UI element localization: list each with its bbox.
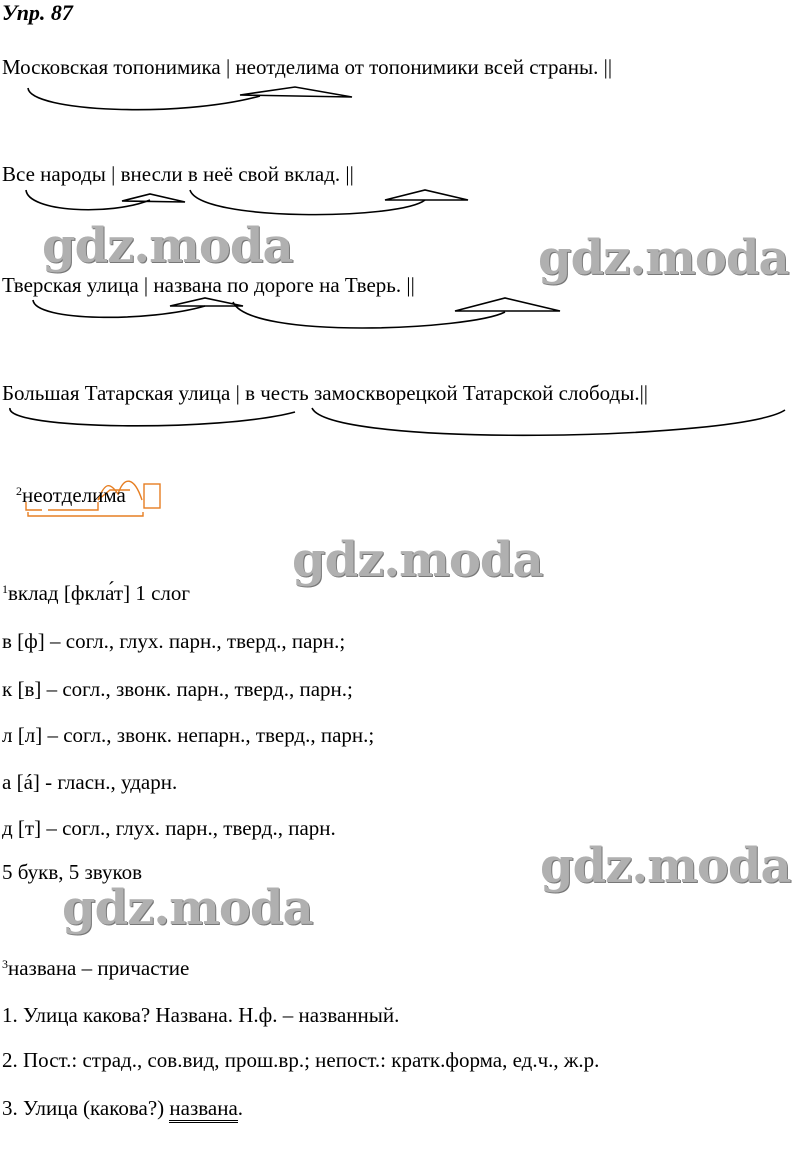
participle-row: 1. Улица какова? Названа. Н.ф. – названный. bbox=[2, 1003, 400, 1027]
participle-row3-prefix: 3. Улица (какова?) bbox=[2, 1096, 170, 1120]
participle-row3-word: названа bbox=[169, 1096, 237, 1123]
participle-row-3 bbox=[2, 1095, 243, 1121]
arrow-s3b bbox=[455, 298, 560, 311]
footnote-marker-3: 3 bbox=[2, 957, 8, 971]
arrow-s2b bbox=[385, 190, 468, 200]
watermark: gdz.moda bbox=[538, 230, 789, 286]
watermark: gdz.moda bbox=[540, 838, 791, 894]
sentence-1: Московская топонимика | неотделима от топонимики всей страны. || bbox=[2, 55, 613, 79]
phonetic-row: к [в] – согл., звонк. парн., тверд., парн.; bbox=[2, 677, 353, 701]
footnote-marker-2: 2 bbox=[16, 484, 22, 498]
ending-box bbox=[144, 484, 160, 508]
arc-s2b bbox=[190, 190, 425, 215]
arc-s3b bbox=[233, 302, 505, 328]
phonetic-row: а [á] - гласн., ударн. bbox=[2, 770, 178, 794]
morpheme-word-line bbox=[16, 482, 126, 508]
participle-row3-suffix: . bbox=[237, 1096, 244, 1120]
phonetic-row: д [т] – согл., глух. парн., тверд., парн. bbox=[2, 816, 336, 840]
stem-bracket bbox=[28, 512, 143, 516]
watermark: gdz.moda bbox=[292, 532, 543, 588]
phonetic-row: в [ф] – согл., глух. парн., тверд., парн.; bbox=[2, 629, 346, 653]
participle-row: 2. Пост.: страд., сов.вид, прош.вр.; непост.: кратк.форма, ед.ч., ж.р. bbox=[2, 1048, 600, 1072]
participle-heading: названа – причастие bbox=[8, 956, 190, 980]
phonetic-heading-line bbox=[2, 580, 190, 606]
sentence-3: Тверская улица | названа по дороге на Тверь. || bbox=[2, 273, 415, 297]
footnote-marker-1: 1 bbox=[2, 582, 8, 596]
arc-s1 bbox=[28, 88, 260, 110]
arc-s4a bbox=[10, 408, 295, 426]
arrow-s2a bbox=[122, 194, 185, 202]
arc-s3a bbox=[33, 300, 205, 317]
arc-s4b bbox=[312, 408, 785, 435]
morpheme-word: неотделима bbox=[22, 483, 126, 507]
watermark: gdz.moda bbox=[62, 880, 313, 936]
sentence-2: Все народы | внесли в неё свой вклад. || bbox=[2, 162, 354, 186]
watermark: gdz.moda bbox=[42, 218, 293, 274]
phonetic-heading: вклад [фкла́т] 1 слог bbox=[8, 581, 190, 605]
arrow-s1 bbox=[240, 87, 352, 97]
exercise-title: Упр. 87 bbox=[2, 0, 73, 25]
sentence-4: Большая Татарская улица | в честь замоскворецкой Татарской слободы.|| bbox=[2, 381, 648, 405]
participle-heading-line bbox=[2, 955, 189, 981]
phonetic-summary: 5 букв, 5 звуков bbox=[2, 860, 143, 884]
arrow-s3a bbox=[170, 298, 243, 306]
arc-s2a bbox=[26, 190, 150, 210]
phonetic-row: л [л] – согл., звонк. непарн., тверд., парн.; bbox=[2, 723, 375, 747]
